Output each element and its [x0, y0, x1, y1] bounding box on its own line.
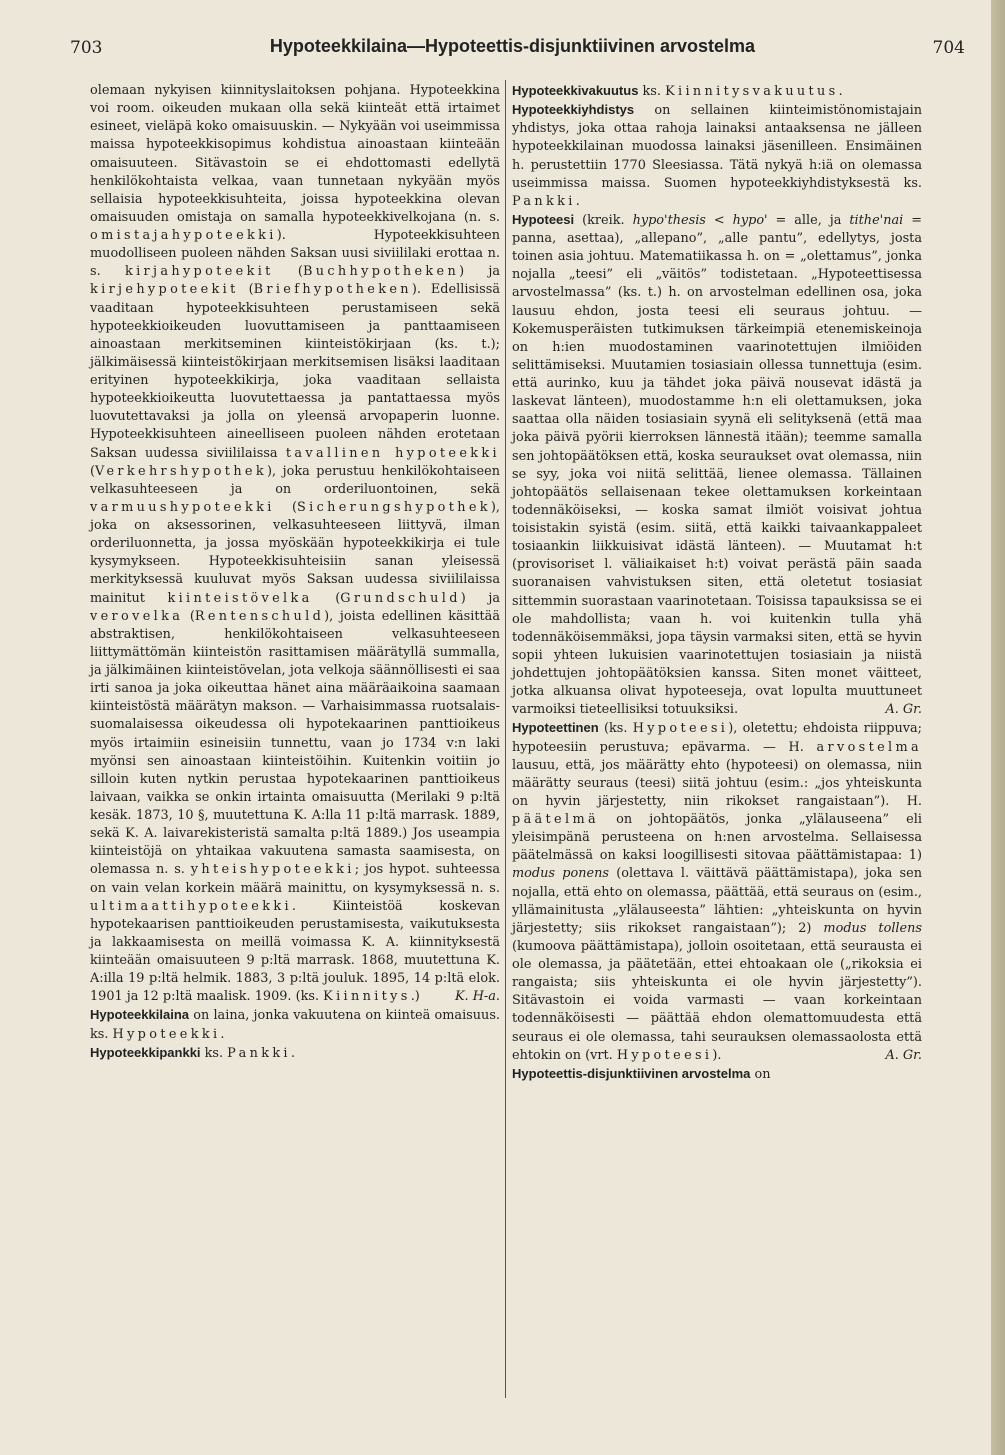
entry-headword: Hypoteettinen	[512, 720, 599, 736]
text-run: ), joista edellinen käsittää abstraktisen, henkilökohtaiseen velkasuhteeseen liittymättömän kiinteistön rasittamisen määrätyllä summalla, ja jälkimäinen kiinteistövelan, jota velkoja säännöllisesti ei saa irti sanoa ja joka oikeuttaa hänet aina määräaikoina saamaan kiinteistöstä määrätyn makson. — Varhaisimmassa ruotsalais-suomalaisessa oikeudessa oli hypotekaarinen panttioikeus myös irtaimiin esineisiin tunnettu, vaan jo 1734 v:n laki myönsi sen ainoastaan kiinteistöihin. Kuitenkin voitiin jo silloin kuten nytkin perustaa hypotekaarinen panttioikeus laivaan, vaikka se onkin irtainta omaisuutta (Merilaki 9 p:ltä kesäk. 1873, 10 §, muutettuna K. A:lla 11 p:ltä marrask. 1889, sekä K. A. laivarekisteristä samalta p:ltä 1889.) Jos useampia kiinteistöjä on yhtaikaa vakuutena samasta saamisesta, on olemassa n. s.	[90, 608, 500, 878]
text-run: olemaan nykyisen kiinnityslaitoksen pohjana. Hypoteekkina voi room. oikeuden mukaan olla sekä kiinteät että irtaimet esineet, vieläpä koko omaisuuskin. — Nykyään voi useimmissa maissa hypoteekkisopimus kohdistua ainoastaan kiinteään omaisuuteen. Sitävastoin se ei ehdottomasti edellytä henkilökohtaista velkaa, vaan tunnetaan nykyään myös sellaisia hypoteekkisuhteita, joissa hypoteekkina olevan omaisuuden omistaja on samalla hypoteekkivelkojana (n. s.	[90, 83, 500, 225]
text-run: on johtopäätös, jonka „ylälauseena” eli yleisimpänä perusteena on h:nen arvostelma. Sellaisessa päätelmässä on kaksi loogillisesti sitovaa päättämistapaa: 1)	[512, 812, 922, 864]
text-run: ).	[712, 1047, 722, 1063]
text-run: ). Edellisissä vaaditaan hypoteekkisuhteen perustamiseen sekä hypoteekkioikeuden luovuttamiseen ja panttaamiseen ainoastaan merkitseminen kiinteistökirjaan (ks. t.); jälkimäisessä kiinteistökirjaan merkitsemisen lisäksi laaditaan erityinen hypoteekkikirja, joka vaaditaan sellaista hypoteekkioikeutta luovutettaessa ja pantattaessa myös luovutettavaksi ja jolla on yleensä arvopaperin luonne. Hypoteekkisuhteen aineelliseen puoleen nähden erotetaan Saksan uudessa siviililaissa	[90, 282, 500, 461]
column-divider	[505, 80, 506, 1398]
spaced-term: Briefhypotheken	[253, 282, 412, 298]
text-run: ) ja	[459, 264, 501, 280]
spaced-term: Kiinnitys	[323, 989, 411, 1005]
entry-headword: Hypoteekkivakuutus	[512, 83, 639, 98]
author-signature: K. H-a.	[454, 989, 500, 1005]
text-run: on	[750, 1066, 771, 1082]
text-run: ), joka perustuu henkilökohtaiseen velkasuhteeseen ja on orderiluontoinen, sekä	[90, 463, 500, 497]
page-number-left: 703	[70, 38, 103, 58]
text-run: ; jos hypot. suhteessa on vain velan korkein määrä mainittu, on kysymyksessä n. s.	[90, 862, 500, 896]
text-run: .	[838, 84, 843, 99]
text-run: = alle, ja	[767, 212, 850, 228]
spaced-term: varmuushypoteekki	[90, 499, 275, 515]
italic-term: modus tollens	[823, 920, 922, 936]
spaced-term: kirjehypoteekit	[90, 282, 239, 298]
spaced-term: yhteishypoteekki	[190, 862, 355, 878]
left-column	[90, 82, 500, 1063]
text-run: (	[238, 282, 254, 298]
text-run: (	[273, 264, 303, 280]
spaced-term: Verkehrshypothek	[95, 463, 267, 479]
left-column-text	[90, 82, 500, 1063]
spaced-term: kiinteistövelka	[167, 590, 313, 606]
text-run: ks.	[638, 84, 666, 99]
entry-headword: Hypoteettis-disjunktiivinen arvostelma	[512, 1065, 751, 1081]
spaced-term: Buchhypotheken	[302, 264, 460, 280]
spaced-term: ultimaattihypoteekki	[90, 898, 292, 914]
text-run: (	[183, 608, 195, 624]
text-run: . Kiinteistöä koskevan hypotekaarisen panttioikeuden perustamisesta, vaikutuksesta ja lakkaamisesta on meillä voimassa K. A. kiinnityksestä kiinteään omaisuuteen 9 p:ltä marrask. 1868, muutettuna K. A:illa 19 p:ltä helmik. 1883, 3 p:ltä jouluk. 1895, 14 p:ltä elok. 1901 ja 12 p:ltä maalisk. 1909. (ks.	[90, 898, 500, 1005]
spaced-term: Pankki	[227, 1045, 291, 1061]
text-run: ks.	[200, 1045, 228, 1061]
entry-headword: Hypoteesi	[512, 211, 575, 227]
spaced-term: omistajahypoteekki	[90, 228, 277, 243]
text-run: (	[274, 499, 297, 515]
spaced-term: Pankki	[512, 193, 576, 209]
author-signature: A. Gr.	[885, 702, 922, 718]
page-number-right: 704	[932, 38, 965, 58]
right-column	[512, 82, 922, 1084]
text-run: <	[705, 212, 733, 228]
spaced-term: Hypoteesi	[632, 721, 729, 737]
italic-term: tithe'nai	[849, 212, 904, 228]
text-run: .)	[410, 989, 420, 1005]
text-run: .	[290, 1045, 295, 1061]
running-title: Hypoteekkilaina—Hypoteettis-disjunktiivinen arvostelma	[269, 36, 756, 56]
text-run: = panna, asettaa), „allepano”, „alle pantu”, edellytys, josta toinen asia johtuu. Matematiikassa h. on = „olettamus”, jonka nojalla „teesi” eli „väitös” todistetaan. „Hypoteettisessa arvostelmassa” (ks. t.) h. on arvostelman edellinen osa, joka lausuu ehdon, josta teesi eli seuraus johtuu. — Kokemusperäisten tutkimuksen tärkeimpiä etenemiskeinoja on h:ien muodostaminen vaarinotettujen ilmiöiden selittämiseksi. Muutamien tosiasiain ollessa tunnettuja (esim. että aurinko, kuu ja tähdet joka päivä nousevat idästä ja laskevat länteen), muodostamme h:n eli olettamuksen, joka saattaa olla näiden tosiasiain syynä eli selityksenä (että maa joka päivä pyörii kierroksen lännestä itään); teemme samalla sen johtopäätöksen että, koska seuraukset ovat olemassa, niin se syy, joka voi niitä selittää, lienee olemassa. Tällainen johtopäätös sellaisenaan tekee olettamuksen korkeintaan todennäköiseksi, — koska samat ilmiöt voisivat johtua toisistakin syistä (esim. siitä, että kaikki taivaankappaleet tosiaankin liikkuisivat idästä länteen). — Muutamat h:t (provisoriset l. väliaikaiset h:t) voivat perästä päin saada suoranaisen vahvistuksen siten, että oletetut tosiasiat sittemmin suorastaan vaarinotetaan. Toisissa tapauksissa se ei ole mahdollista; vaan h. voi kuitenkin tulla yhä todennäköisemmäksi, jopa täysin varmaksi siten, että se hyvin sopii yhteen lukuisien vaarinotettujen tosiasiain ja niistä johdettujen johtopäätöksien kanssa. Siten monet väitteet, jotka alkuansa olivat hypoteeseja, ovat lopulta muuttuneet varmoiksi tieteellisiksi totuuksiksi.	[512, 212, 922, 718]
text-run: (	[312, 590, 341, 606]
spaced-term: päätelmä	[512, 812, 599, 827]
text-run: ), joka on aksessorinen, velkasuhteeseen liittyvä, ilman orderiluonnetta, ja jossa myöskään hypoteekkikirja ei tule kysymykseen. Hypoteekkisuhteisiin sanan yleisessä merkityksessä kuuluvat myös Saksan uudessa siviililaissa mainitut	[90, 499, 500, 606]
page-edge	[991, 0, 1005, 1455]
text-run: .	[575, 193, 580, 209]
spaced-term: Hypoteesi	[616, 1047, 713, 1063]
italic-term: hypo'	[732, 212, 768, 228]
text-run: ). Hypoteekkisuhteen muodolliseen puoleen nähden Saksan uusi siviililaki erottaa n. s.	[90, 228, 500, 280]
text-run: (	[90, 463, 96, 479]
entry-headword: Hypoteekkipankki	[90, 1044, 201, 1060]
spaced-term: Rentenschuld	[194, 608, 325, 624]
entry-headword: Hypoteekkiyhdistys	[512, 102, 635, 118]
text-run: (kreik.	[574, 212, 633, 228]
text-run: ), oletettu; ehdoista riippuva; hypoteesiin perustuva; epävarma. — H.	[512, 721, 922, 755]
entry-headword: Hypoteekkilaina	[90, 1007, 189, 1023]
text-run: on sellainen kiinteimistönomistajain yhdistys, joka ottaa rahoja lainaksi antaaksensa ne jälleen hypoteekkilainan muodossa lainaksi jäsenilleen. Ensimäinen h. perustettiin 1770 Sleesiassa. Tätä nykyä h:iä on olemassa useimmissa maissa. Suomen hypoteekkiyhdistyksestä ks.	[512, 103, 922, 191]
spaced-term: verovelka	[90, 608, 184, 624]
text-run: (kumoova päättämistapa), jolloin osoitetaan, että seurausta ei ole olemassa, ja päätetään, ettei ehtoakaan ole („rikoksia ei rangaista; siis yhteiskunta ei ole hyvin järjestetty”). Sitävastoin ei voida varmasti — vaan korkeintaan todennäköisesti — päättää ehdon olemattomuudesta että seuraus ei ole olemassa, tahi seurauksen olemassaolosta että ehtokin on (vrt.	[512, 938, 922, 1063]
text-run: (olettava l. väittävä päättämistapa), joka sen nojalla, että ehto on olemassa, päättää, että seuraus on (esim., yllämainitusta „ylälauseesta” lähtien: „yhteiskunta on hyvin järjestetty; siis rikokset rangaistaan”); 2)	[512, 866, 922, 936]
page-header	[40, 36, 985, 66]
spaced-term: Grundschuld	[340, 590, 461, 606]
text-run: lausuu, että, jos määrätty ehto (hypoteesi) on olemassa, niin määrätty seuraus (teesi) siitä johtuu (esim.: „jos yhteiskunta on hyvin järjestetty, niin rikokset rangaistaan”). H.	[512, 757, 922, 809]
spaced-term: Sicherungshypothek	[297, 499, 491, 515]
spaced-term: kirjahypoteekit	[124, 264, 274, 280]
text-run: .	[220, 1026, 225, 1042]
text-run: ) ja	[460, 590, 501, 606]
right-column-text	[512, 82, 922, 1084]
spaced-term: arvostelma	[816, 739, 922, 755]
spaced-term: Hypoteekki	[112, 1026, 221, 1042]
text-run: (ks.	[598, 721, 633, 737]
spaced-term: tavallinen hypoteekki	[285, 445, 501, 461]
spaced-term: Kiinnitysvakuutus	[665, 84, 839, 99]
italic-term: hypo'thesis	[632, 212, 706, 228]
italic-term: modus ponens	[512, 866, 609, 882]
text-run: on laina, jonka vakuutena on kiinteä omaisuus. ks.	[90, 1008, 500, 1042]
author-signature: A. Gr.	[885, 1047, 922, 1063]
